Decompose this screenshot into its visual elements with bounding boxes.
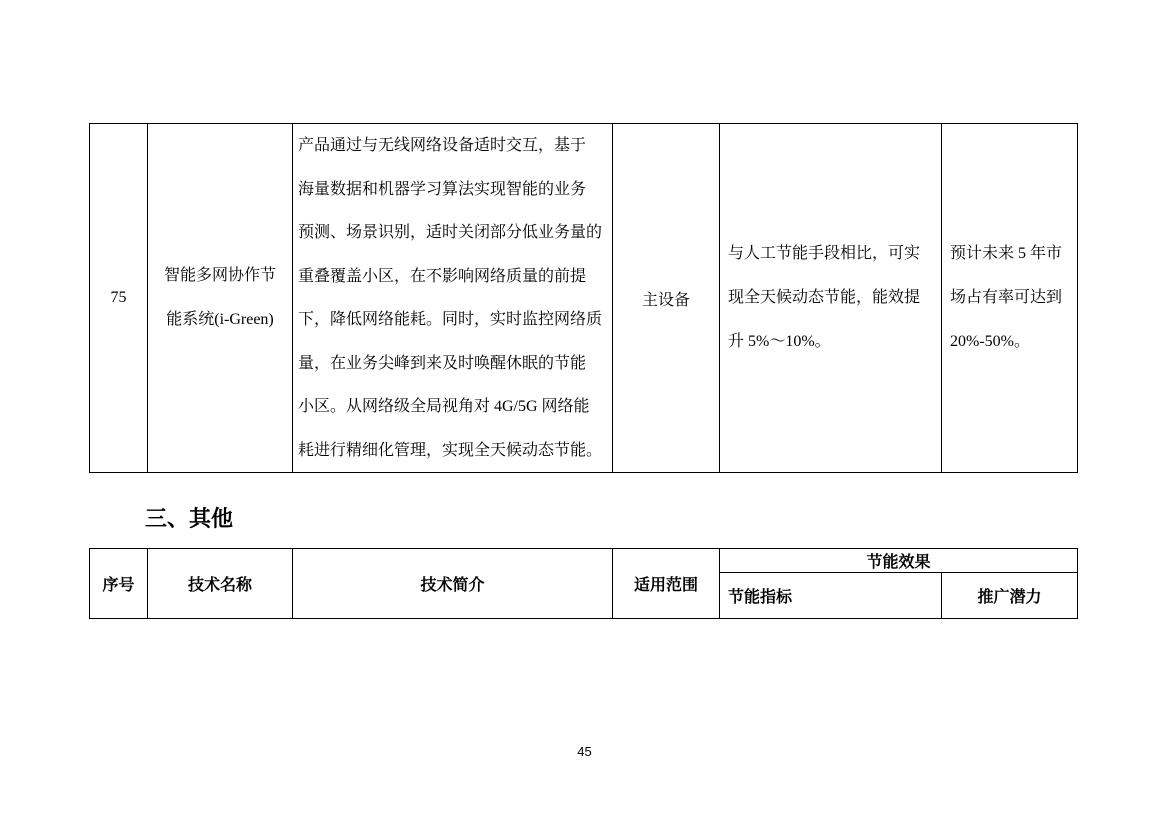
intro-line: 下，降低网络能耗。同时，实时监控网络质: [298, 311, 603, 328]
col-header-potential: 推广潜力: [942, 573, 1078, 619]
col-header-effect: 节能效果: [720, 549, 1078, 573]
intro-line: 量，在业务尖峰到来及时唤醒休眠的节能: [298, 354, 587, 372]
header-row-top: [90, 549, 1078, 573]
intro-line: 耗进行精细化管理，实现全天候动态节能。: [298, 441, 603, 459]
row-potential-cell: [942, 124, 1078, 473]
continued-row-table: [89, 123, 1078, 473]
col-header-name: 技术名称: [148, 549, 293, 619]
row-seq-cell: 75: [90, 124, 148, 473]
table-row: [90, 124, 1078, 473]
col-header-scope: 适用范围: [613, 549, 720, 619]
col-header-intro: 技术简介: [293, 549, 613, 619]
potential-line: 预计未来 5 年市: [950, 245, 1063, 262]
row-indicator-cell: [720, 124, 942, 473]
intro-line: 重叠覆盖小区，在不影响网络质量的前提: [298, 267, 587, 285]
row-name-cell: [148, 124, 293, 473]
indicator-line: 现全天候动态节能，能效提: [728, 289, 921, 306]
section-header-table: [89, 548, 1078, 619]
indicator-line: 升 5%～10%。: [728, 333, 831, 350]
intro-line: 产品通过与无线网络设备适时交互，基于: [298, 137, 587, 154]
section-heading: 三、其他: [145, 506, 234, 531]
row-intro-cell: [293, 124, 613, 473]
row-scope-cell: 主设备: [613, 124, 720, 473]
col-header-indicator: 节能指标: [720, 573, 942, 619]
page-number: 45: [577, 744, 592, 759]
tech-name-line: 能系统(i-Green): [166, 311, 274, 328]
potential-line: 20%-50%。: [950, 333, 1030, 350]
intro-line: 预测、场景识别，适时关闭部分低业务量的: [298, 224, 603, 241]
potential-line: 场占有率可达到: [950, 289, 1063, 306]
tech-name-line: 智能多网协作节: [163, 267, 276, 284]
col-header-seq: 序号: [90, 549, 148, 619]
indicator-line: 与人工节能手段相比，可实: [728, 245, 921, 262]
intro-line: 小区。从网络级全局视角对 4G/5G 网络能: [298, 398, 590, 415]
intro-line: 海量数据和机器学习算法实现智能的业务: [298, 180, 587, 198]
